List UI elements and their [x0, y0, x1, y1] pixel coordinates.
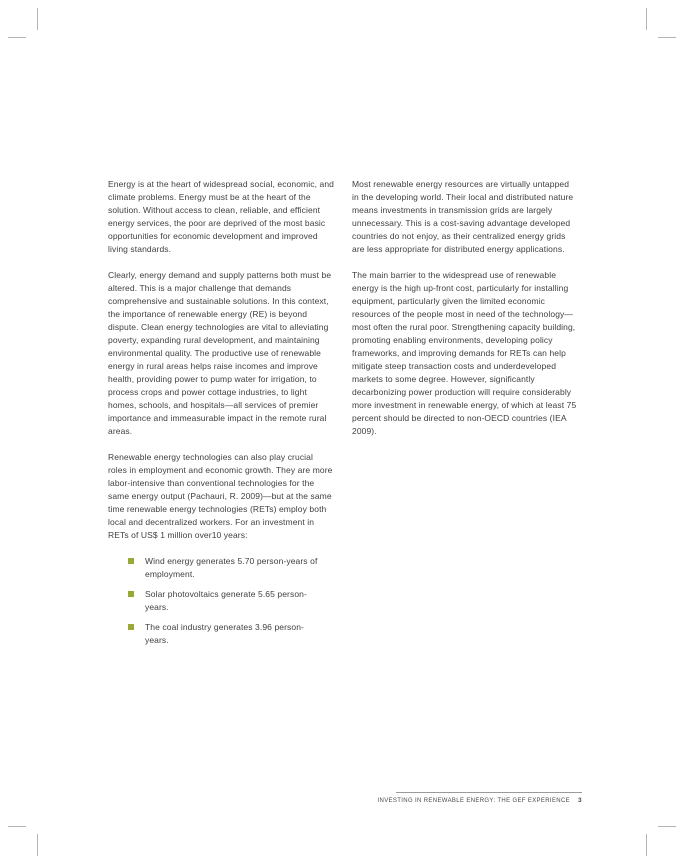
crop-mark: [8, 37, 26, 38]
bullet-square-icon: [128, 624, 134, 630]
left-column: [108, 178, 334, 654]
paragraph: Most renewable energy resources are virtually untapped in the developing world. Their local and distributed nature means investments in transmission grids are largely unnecessary. This is a cost-saving advantage developed countries do not enjoy, as their centralized energy grids are less appropriate for distributed energy applications.: [352, 179, 574, 254]
bullet-square-icon: [128, 558, 134, 564]
bullet-list: [128, 555, 334, 647]
bullet-text: Wind energy generates 5.70 person-years of employment.: [145, 556, 318, 579]
crop-mark: [658, 37, 676, 38]
paragraph: Clearly, energy demand and supply patterns both must be altered. This is a major challenge that demands comprehensive and sustainable solutions. In this context, the importance of renewable energy (RE) is beyond dispute. Clean energy technologies are vital to alleviating poverty, expanding rural development, and maintaining environmental quality. The productive use of renewable energy in rural areas helps raise incomes and improve health, providing power to pump water for irrigation, to process crops and power cottage industries, to light homes, schools, and hospitals—all services of premier importance and immeasurable impact in the remote rural areas.: [108, 270, 332, 436]
crop-mark: [37, 8, 38, 30]
bullet-text: The coal industry generates 3.96 person-years.: [145, 622, 304, 645]
list-item: [128, 621, 318, 647]
crop-mark: [37, 834, 38, 856]
right-column: [352, 178, 578, 451]
footer: [377, 792, 582, 804]
crop-mark: [646, 8, 647, 30]
paragraph: Renewable energy technologies can also play crucial roles in employment and economic growth. They are more labor-intensive than conventional technologies for the same energy output (Pachauri, R. 2009)—but at the same time renewable energy technologies (RETs) employ both local and decentralized workers. For an investment in RETs of US$ 1 million over10 years:: [108, 452, 333, 540]
footer-title: INVESTING IN RENEWABLE ENERGY: THE GEF EXPERIENCE: [377, 798, 571, 804]
crop-mark: [8, 826, 26, 827]
paragraph: The main barrier to the widespread use of renewable energy is the high up-front cost, particularly for installing equipment, particularly given the limited economic resources of the people most in need of the technology—most often the rural poor. Strengthening capacity building, promoting enabling environments, developing policy frameworks, and improving demands for RETs can help mitigate steep transaction costs and underdeveloped markets to some degree. However, significantly decarbonizing power production will require considerably more investment in renewable energy, of which at least 75 percent should be directed to non-OECD countries (IEA 2009).: [352, 270, 577, 436]
list-item: [128, 588, 318, 614]
bullet-square-icon: [128, 591, 134, 597]
paragraph: Energy is at the heart of widespread social, economic, and climate problems. Energy must be at the heart of the solution. Without access to clean, reliable, and efficient energy services, the poor are deprived of the most basic opportunities for economic development and improved living standards.: [108, 179, 334, 254]
crop-mark: [658, 826, 676, 827]
page-number: 3: [578, 797, 582, 804]
list-item: [128, 555, 318, 581]
crop-mark: [646, 834, 647, 856]
bullet-text: Solar photovoltaics generate 5.65 person-years.: [145, 589, 307, 612]
